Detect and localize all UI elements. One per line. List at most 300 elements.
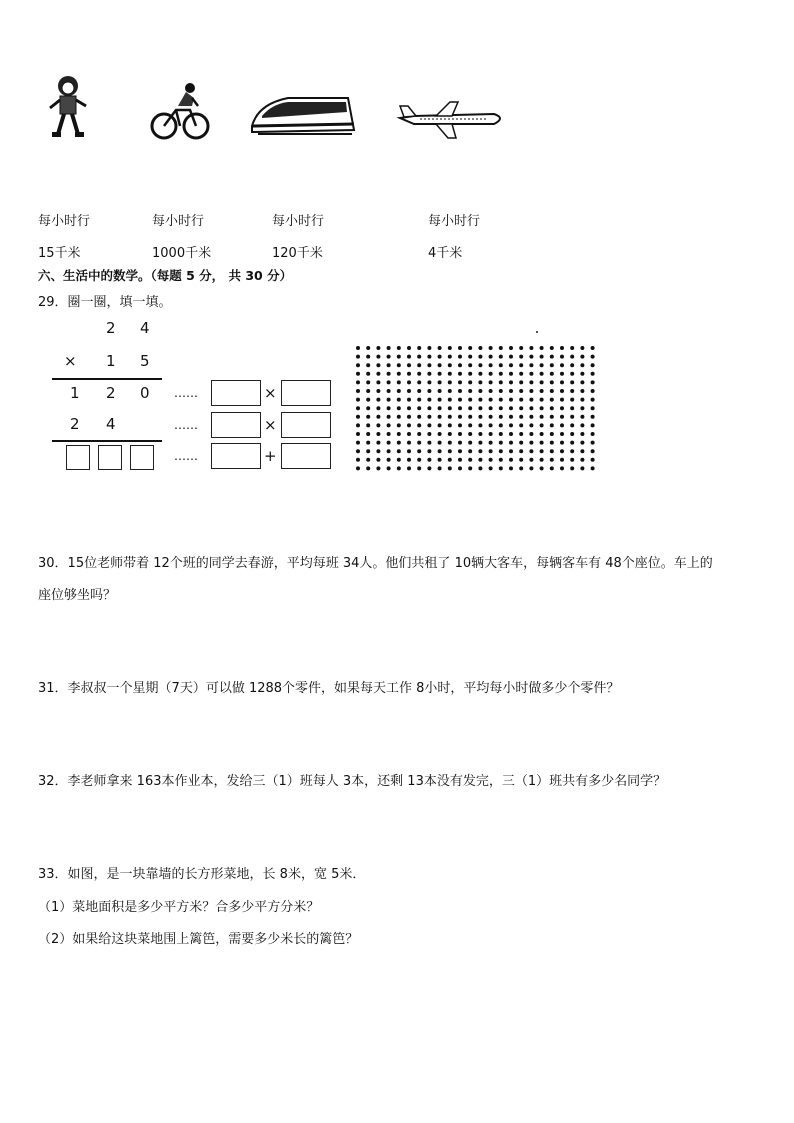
grid-dot: [580, 346, 584, 350]
grid-dot: [366, 406, 370, 410]
grid-dot: [550, 432, 554, 436]
grid-dot: [468, 398, 472, 402]
grid-dot: [550, 398, 554, 402]
grid-dot: [509, 389, 513, 393]
grid-dot: [478, 449, 482, 453]
grid-dot: [560, 406, 564, 410]
grid-dot: [366, 372, 370, 376]
grid-dot: [397, 449, 401, 453]
grid-dot: [407, 372, 411, 376]
grid-dot: [427, 466, 431, 470]
grid-dot: [519, 389, 523, 393]
grid-dot: [387, 415, 391, 419]
grid-dot: [519, 398, 523, 402]
grid-dot: [478, 466, 482, 470]
grid-dot: [580, 423, 584, 427]
grid-dot: [550, 389, 554, 393]
grid-dot: [407, 432, 411, 436]
grid-dot: [417, 406, 421, 410]
grid-dot: [519, 380, 523, 384]
grid-dot: [519, 406, 523, 410]
grid-dot: [458, 389, 462, 393]
grid-dot: [478, 441, 482, 445]
grid-dot: [387, 406, 391, 410]
grid-dot: [366, 398, 370, 402]
grid-dot: [366, 423, 370, 427]
grid-dot: [417, 372, 421, 376]
grid-dot: [509, 346, 513, 350]
product-box-1[interactable]: [66, 445, 90, 470]
grid-dot: [550, 406, 554, 410]
grid-dot: [529, 466, 533, 470]
grid-dot: [509, 355, 513, 359]
grid-dot: [417, 389, 421, 393]
grid-dot: [499, 398, 503, 402]
grid-dot: [356, 458, 360, 462]
grid-dot: [489, 389, 493, 393]
grid-dot: [376, 380, 380, 384]
grid-dot: [427, 449, 431, 453]
grid-dot: [387, 466, 391, 470]
grid-dot: [458, 441, 462, 445]
grid-dot: [376, 346, 380, 350]
grid-dot: [570, 380, 574, 384]
grid-dot: [438, 389, 442, 393]
grid-dot: [458, 398, 462, 402]
grid-dot: [468, 415, 472, 419]
grid-dot: [529, 415, 533, 419]
grid-dot: [540, 415, 544, 419]
grid-dot: [591, 346, 595, 350]
grid-dot: [387, 423, 391, 427]
walking-child-icon: [44, 72, 94, 140]
answer-box-2b[interactable]: [281, 412, 331, 438]
speed-label-cyclist: 每小时行: [152, 214, 205, 229]
grid-dot: [458, 449, 462, 453]
grid-dot: [591, 432, 595, 436]
grid-dot: [468, 466, 472, 470]
grid-dot: [407, 363, 411, 367]
grid-dot: [448, 346, 452, 350]
grid-dot: [540, 363, 544, 367]
grid-dot: [560, 398, 564, 402]
grid-dot: [529, 346, 533, 350]
times-op-1: ×: [264, 384, 277, 402]
grid-dot: [478, 406, 482, 410]
grid-dot: [570, 415, 574, 419]
grid-dot: [376, 466, 380, 470]
answer-box-1a[interactable]: [211, 380, 261, 406]
grid-dot: [560, 389, 564, 393]
q32-text: 32．李老师拿来 163本作业本，发给三（1）班每人 3本，还剩 13本没有发完，三（1）班共有多少名同学？: [38, 774, 667, 789]
grid-dot: [580, 415, 584, 419]
grid-dot: [366, 449, 370, 453]
grid-dot: [509, 415, 513, 419]
grid-dot: [438, 372, 442, 376]
grid-dot: [540, 432, 544, 436]
grid-dot: [570, 372, 574, 376]
grid-dot: [519, 415, 523, 419]
grid-dot: [580, 458, 584, 462]
grid-dot: [366, 458, 370, 462]
grid-dot: [580, 355, 584, 359]
grid-dot: [560, 346, 564, 350]
grid-dot: [427, 380, 431, 384]
grid-dot: [366, 363, 370, 367]
grid-dot: [468, 355, 472, 359]
q29-prompt: 29．圈一圈，填一填。: [38, 295, 172, 310]
grid-dot: [376, 389, 380, 393]
grid-dot: [550, 458, 554, 462]
grid-dot: [509, 441, 513, 445]
grid-dot: [468, 458, 472, 462]
grid-dot: [366, 389, 370, 393]
grid-dot: [478, 423, 482, 427]
grid-dot: [560, 372, 564, 376]
mult-row2-d1: 1: [106, 352, 116, 370]
grid-dot: [448, 449, 452, 453]
grid-dot: [438, 398, 442, 402]
answer-box-3b[interactable]: [281, 443, 331, 469]
grid-dot: [529, 355, 533, 359]
grid-dot: [427, 441, 431, 445]
grid-dot: [499, 415, 503, 419]
dot-grid[interactable]: [355, 345, 600, 473]
grid-dot: [397, 466, 401, 470]
section-title: 六、生活中的数学。（每题 5 分， 共 30 分）: [38, 268, 293, 283]
grid-dot: [427, 458, 431, 462]
leader-dots-2: ……: [174, 418, 198, 432]
cyclist-icon: [150, 80, 212, 142]
grid-dot: [438, 449, 442, 453]
grid-dot: [499, 432, 503, 436]
grid-dot: [376, 406, 380, 410]
grid-dot: [509, 423, 513, 427]
grid-dot: [519, 441, 523, 445]
grid-dot: [478, 415, 482, 419]
grid-dot: [478, 458, 482, 462]
grid-dot: [468, 449, 472, 453]
grid-dot: [529, 372, 533, 376]
grid-dot: [448, 398, 452, 402]
q33-sub1: （1）菜地面积是多少平方米？合多少平方分米？: [38, 900, 320, 915]
grid-dot: [458, 363, 462, 367]
grid-dot: [376, 458, 380, 462]
grid-dot: [448, 415, 452, 419]
mult-row1-d1: 2: [106, 319, 116, 337]
grid-dot: [570, 458, 574, 462]
grid-dot: [407, 355, 411, 359]
grid-dot: [580, 380, 584, 384]
grid-dot: [438, 441, 442, 445]
mult-row4-d1: 2: [70, 415, 80, 433]
answer-box-2a[interactable]: [211, 412, 261, 438]
grid-dot: [376, 363, 380, 367]
grid-dot: [591, 372, 595, 376]
mult-line-1: [52, 378, 162, 380]
grid-dot: [591, 441, 595, 445]
speed-label-plane: 每小时行: [428, 214, 481, 229]
grid-dot: [397, 432, 401, 436]
grid-dot: [540, 398, 544, 402]
high-speed-train-icon: [248, 92, 358, 138]
grid-dot: [478, 363, 482, 367]
grid-dot: [540, 372, 544, 376]
grid-dot: [387, 458, 391, 462]
grid-dot: [499, 389, 503, 393]
grid-dot: [438, 363, 442, 367]
grid-dot: [427, 398, 431, 402]
grid-dot: [407, 466, 411, 470]
grid-dot: [366, 441, 370, 445]
grid-dot: [356, 432, 360, 436]
grid-dot: [529, 380, 533, 384]
grid-dot: [376, 449, 380, 453]
grid-dot: [407, 423, 411, 427]
grid-dot: [519, 346, 523, 350]
grid-dot: [397, 406, 401, 410]
grid-dot: [397, 398, 401, 402]
product-box-2[interactable]: [98, 445, 122, 470]
grid-dot: [489, 355, 493, 359]
grid-dot: [366, 355, 370, 359]
grid-dot: [580, 441, 584, 445]
grid-dot: [458, 355, 462, 359]
grid-dot: [407, 449, 411, 453]
grid-dot: [489, 346, 493, 350]
grid-dot: [550, 449, 554, 453]
grid-dot: [427, 415, 431, 419]
grid-dot: [366, 415, 370, 419]
grid-dot: [356, 441, 360, 445]
grid-dot: [540, 441, 544, 445]
grid-dot: [387, 380, 391, 384]
grid-dot: [560, 415, 564, 419]
grid-dot: [591, 406, 595, 410]
grid-dot: [478, 346, 482, 350]
grid-dot: [591, 355, 595, 359]
mult-row2-d2: 5: [140, 352, 150, 370]
grid-dot: [540, 466, 544, 470]
grid-dot: [529, 432, 533, 436]
grid-dot: [468, 380, 472, 384]
grid-dot: [397, 441, 401, 445]
grid-dot: [489, 423, 493, 427]
grid-dot: [468, 346, 472, 350]
grid-dot: [540, 458, 544, 462]
answer-box-1b[interactable]: [281, 380, 331, 406]
grid-dot: [580, 363, 584, 367]
grid-dot: [397, 458, 401, 462]
grid-dot: [427, 355, 431, 359]
leader-dots-1: ……: [174, 386, 198, 400]
grid-dot: [519, 423, 523, 427]
grid-dot: [468, 423, 472, 427]
grid-dot: [499, 363, 503, 367]
grid-dot: [591, 458, 595, 462]
grid-dot: [417, 458, 421, 462]
q30-line2: 座位够坐吗？: [38, 588, 117, 603]
grid-dot: [397, 389, 401, 393]
grid-dot: [468, 406, 472, 410]
grid-dot: [468, 432, 472, 436]
grid-dot: [570, 449, 574, 453]
grid-dot: [591, 423, 595, 427]
grid-dot: [478, 432, 482, 436]
grid-dot: [550, 466, 554, 470]
grid-dot: [397, 380, 401, 384]
grid-dot: [438, 432, 442, 436]
grid-dot: [550, 380, 554, 384]
grid-dot: [519, 372, 523, 376]
grid-dot: [387, 363, 391, 367]
grid-dot: [397, 423, 401, 427]
grid-dot: [489, 372, 493, 376]
grid-dot: [356, 355, 360, 359]
grid-dot: [489, 466, 493, 470]
grid-dot: [366, 466, 370, 470]
grid-dot: [458, 380, 462, 384]
grid-dot: [417, 415, 421, 419]
grid-dot: [387, 432, 391, 436]
grid-dot: [448, 432, 452, 436]
grid-dot: [376, 355, 380, 359]
mult-row3-d1: 1: [70, 384, 80, 402]
grid-dot: [458, 458, 462, 462]
grid-dot: [570, 363, 574, 367]
grid-dot: [417, 355, 421, 359]
grid-dot: [560, 441, 564, 445]
grid-dot: [438, 346, 442, 350]
grid-dot: [499, 346, 503, 350]
product-box-3[interactable]: [130, 445, 154, 470]
grid-dot: [570, 389, 574, 393]
grid-dot: [376, 415, 380, 419]
grid-dot: [540, 346, 544, 350]
grid-dot: [417, 380, 421, 384]
grid-dot: [540, 423, 544, 427]
grid-dot: [387, 389, 391, 393]
grid-dot: [519, 432, 523, 436]
grid-dot: [529, 389, 533, 393]
grid-dot: [499, 466, 503, 470]
grid-dot: [407, 346, 411, 350]
mult-row3-d2: 2: [106, 384, 116, 402]
grid-dot: [591, 380, 595, 384]
grid-dot: [560, 466, 564, 470]
grid-dot: [438, 406, 442, 410]
grid-dot: [417, 441, 421, 445]
grid-dot: [458, 415, 462, 419]
grid-dot: [448, 372, 452, 376]
stray-mark: [536, 331, 538, 333]
grid-dot: [550, 372, 554, 376]
speed-value-2: 1000千米: [152, 246, 212, 261]
grid-dot: [366, 432, 370, 436]
grid-dot: [489, 363, 493, 367]
speed-label-train: 每小时行: [272, 214, 325, 229]
grid-dot: [509, 466, 513, 470]
grid-dot: [489, 449, 493, 453]
grid-dot: [458, 372, 462, 376]
mult-row3-d3: 0: [140, 384, 150, 402]
mult-line-2: [52, 440, 162, 442]
grid-dot: [509, 398, 513, 402]
times-op-2: ×: [264, 416, 277, 434]
grid-dot: [478, 380, 482, 384]
grid-dot: [570, 355, 574, 359]
q31-text: 31．李叔叔一个星期（7天）可以做 1288个零件，如果每天工作 8小时，平均每小时做多少个零件？: [38, 681, 620, 696]
grid-dot: [356, 423, 360, 427]
grid-dot: [529, 458, 533, 462]
grid-dot: [448, 406, 452, 410]
grid-dot: [427, 406, 431, 410]
grid-dot: [448, 363, 452, 367]
grid-dot: [407, 406, 411, 410]
grid-dot: [458, 406, 462, 410]
grid-dot: [570, 406, 574, 410]
grid-dot: [509, 372, 513, 376]
grid-dot: [550, 346, 554, 350]
grid-dot: [499, 449, 503, 453]
grid-dot: [376, 423, 380, 427]
grid-dot: [580, 389, 584, 393]
grid-dot: [540, 406, 544, 410]
grid-dot: [376, 432, 380, 436]
grid-dot: [356, 389, 360, 393]
grid-dot: [448, 441, 452, 445]
grid-dot: [448, 423, 452, 427]
grid-dot: [489, 398, 493, 402]
grid-dot: [427, 389, 431, 393]
grid-dot: [468, 372, 472, 376]
grid-dot: [519, 355, 523, 359]
grid-dot: [489, 380, 493, 384]
grid-dot: [560, 380, 564, 384]
grid-dot: [438, 355, 442, 359]
grid-dot: [356, 415, 360, 419]
grid-dot: [560, 449, 564, 453]
grid-dot: [519, 466, 523, 470]
grid-dot: [499, 406, 503, 410]
q33-text: 33．如图，是一块靠墙的长方形菜地，长 8米，宽 5米．: [38, 867, 366, 882]
grid-dot: [591, 389, 595, 393]
grid-dot: [427, 432, 431, 436]
grid-dot: [438, 415, 442, 419]
grid-dot: [580, 398, 584, 402]
grid-dot: [489, 415, 493, 419]
grid-dot: [499, 355, 503, 359]
mult-row4-d2: 4: [106, 415, 116, 433]
grid-dot: [499, 423, 503, 427]
grid-dot: [489, 458, 493, 462]
grid-dot: [499, 458, 503, 462]
grid-dot: [540, 380, 544, 384]
answer-box-3a[interactable]: [211, 443, 261, 469]
grid-dot: [427, 346, 431, 350]
grid-dot: [468, 389, 472, 393]
grid-dot: [540, 355, 544, 359]
mult-times-sign: ×: [64, 352, 77, 370]
grid-dot: [407, 389, 411, 393]
grid-dot: [356, 380, 360, 384]
grid-dot: [448, 458, 452, 462]
grid-dot: [458, 346, 462, 350]
grid-dot: [560, 432, 564, 436]
grid-dot: [550, 441, 554, 445]
grid-dot: [407, 458, 411, 462]
grid-dot: [448, 380, 452, 384]
